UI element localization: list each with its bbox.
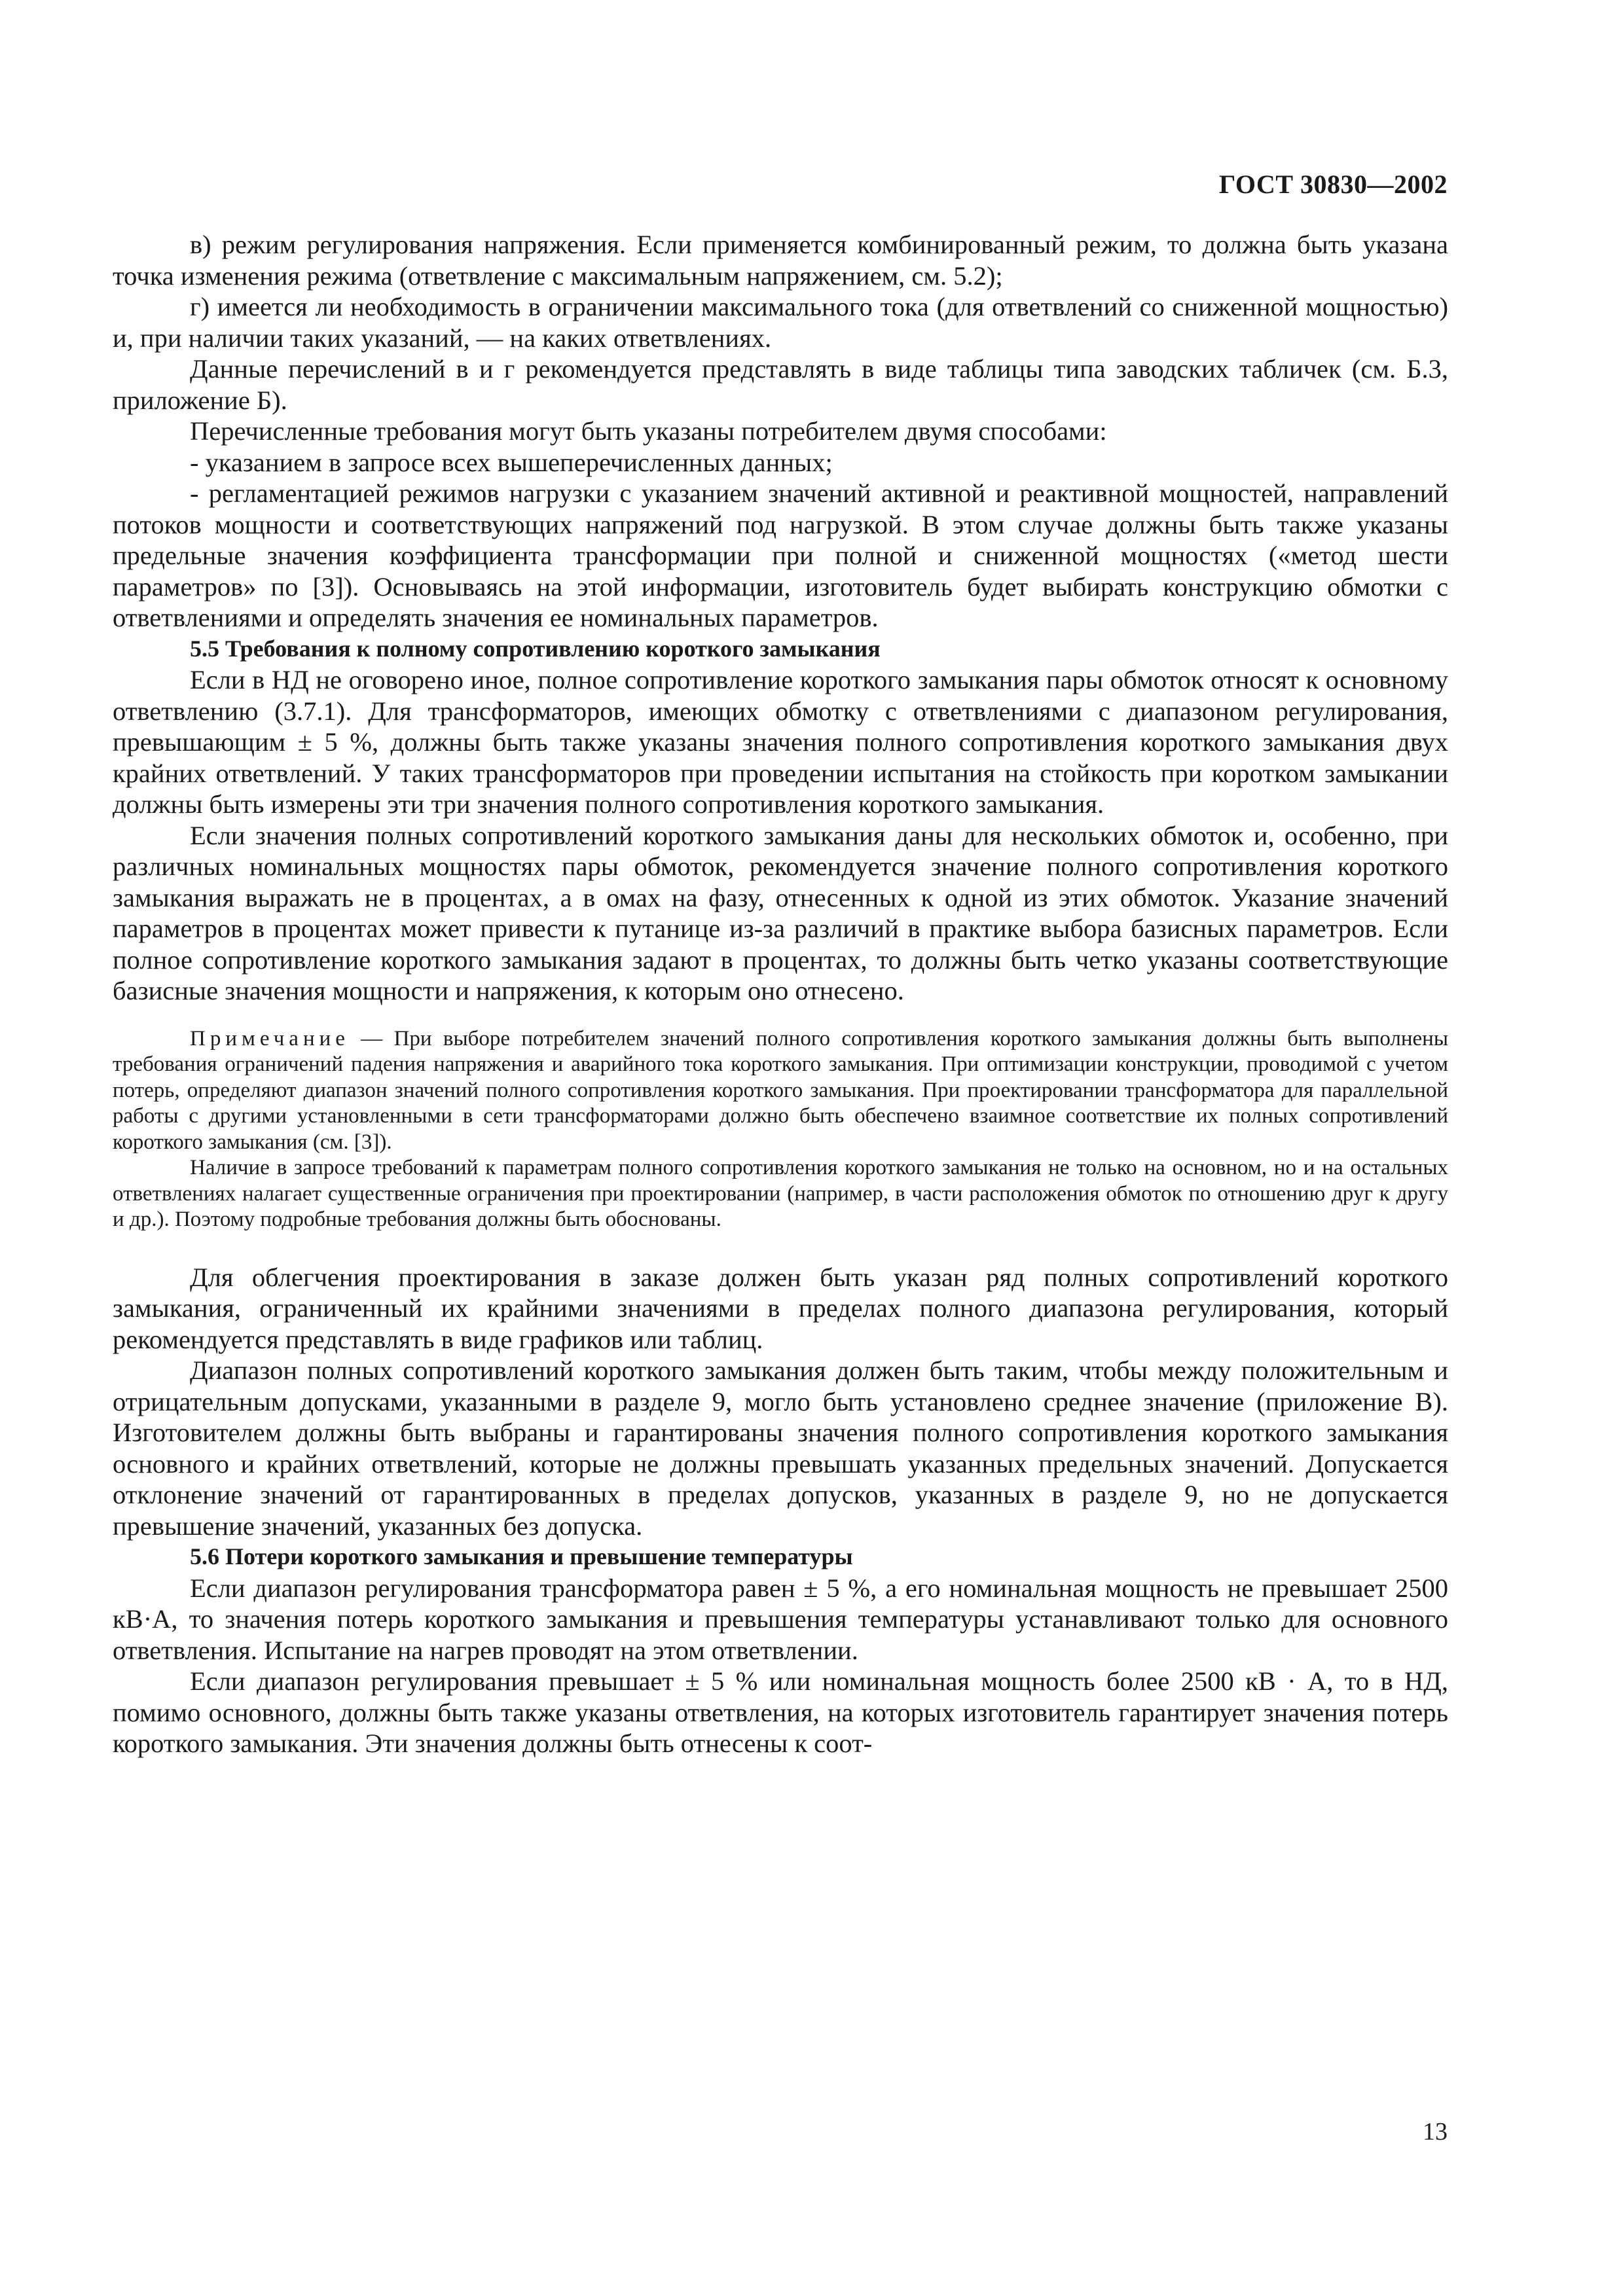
paragraph: Для облегчения проектирования в заказе должен быть указан ряд полных сопротивлений короткого замыкания, ограниченный их крайними значениями в пределах полного диапазона регулирования, который рекомендуется представлять в виде графиков или таблиц. <box>113 1262 1448 1354</box>
note-paragraph <box>113 1026 1448 1156</box>
note-block <box>113 1026 1448 1233</box>
page-number: 13 <box>1423 2118 1448 2145</box>
note-text: — При выборе потребителем значений полного сопротивления короткого замыкания должны быть выполнены требования ограничений падения напряжения и аварийного тока короткого замыкания. При оптимизации конструкции, проводимой с учетом потерь, определяют диапазон значений полного сопротивления короткого замыкания. При проектировании трансформатора для параллельной работы с другими установленными в сети трансформаторами должно быть обеспечено взаимное соответствие их полных сопротивлений короткого замыкания (см. [3]). <box>113 1026 1448 1154</box>
paragraph: Если диапазон регулирования превышает ± 5 % или номинальная мощность более 2500 кВ · А, то в НД, помимо основного, должны быть также указаны ответвления, на которых изготовитель гарантирует значения потерь короткого замыкания. Эти значения должны быть отнесены к соот- <box>113 1666 1448 1758</box>
paragraph: Данные перечислений в и г рекомендуется представлять в виде таблицы типа заводских табличек (см. Б.3, приложение Б). <box>113 354 1448 415</box>
list-item-g: г) имеется ли необходимость в ограничении максимального тока (для ответвлений со сниженной мощностью) и, при наличии таких указаний, — на каких ответвлениях. <box>113 292 1448 353</box>
list-item-v: в) режим регулирования напряжения. Если применяется комбинированный режим, то должна быть указана точка изменения режима (ответвление с максимальным напряжением, см. 5.2); <box>113 230 1448 291</box>
dash-item: - регламентацией режимов нагрузки с указанием значений активной и реактивной мощностей, направлений потоков мощности и соответствующих напряжений под нагрузкой. В этом случае должны быть также указаны предельные значения коэффициента трансформации при полной и сниженной мощностях («метод шести параметров» по [3]). Основываясь на этой информации, изготовитель будет выбирать конструкцию обмотки с ответвлениями и определять значения ее номинальных параметров. <box>113 478 1448 632</box>
page-body <box>113 229 1448 1759</box>
dash-item: - указанием в запросе всех вышеперечисленных данных; <box>190 447 833 477</box>
note-paragraph: Наличие в запросе требований к параметрам полного сопротивления короткого замыкания не только на основном, но и на остальных ответвлениях налагает существенные ограничения при проектировании (например, в части расположения обмоток по отношению друг к другу и др.). Поэтому подробные требования должны быть обоснованы. <box>113 1156 1448 1231</box>
document-header: ГОСТ 30830—2002 <box>1218 170 1448 199</box>
section-heading-5-6: 5.6 Потери короткого замыкания и превышение температуры <box>190 1543 853 1570</box>
paragraph: Диапазон полных сопротивлений короткого замыкания должен быть таким, чтобы между положительным и отрицательным допусками, указанными в разделе 9, могло быть установлено среднее значение (приложение В). Изготовителем должны быть выбраны и гарантированы значения полного сопротивления короткого замыкания основного и крайних ответвлений, которые не должны превышать указанных предельных значений. Допускается отклонение значений от гарантированных в пределах допусков, указанных в разделе 9, но не допускается превышение значений, указанных без допуска. <box>113 1355 1448 1541</box>
paragraph: Если в НД не оговорено иное, полное сопротивление короткого замыкания пары обмоток относят к основному ответвлению (3.7.1). Для трансформаторов, имеющих обмотку с ответвлениями с диапазоном регулирования, превышающим ± 5 %, должны быть также указаны значения полного сопротивления короткого замыкания двух крайних ответвлений. У таких трансформаторов при проведении испытания на стойкость при коротком замыкании должны быть измерены эти три значения полного сопротивления короткого замыкания. <box>113 665 1448 819</box>
paragraph: Если значения полных сопротивлений короткого замыкания даны для нескольких обмоток и, особенно, при различных номинальных мощностях пары обмоток, рекомендуется значение полного сопротивления короткого замыкания выражать не в процентах, а в омах на фазу, отнесенных к одной из этих обмоток. Указание значений параметров в процентах может привести к путанице из-за различий в практике выбора базисных параметров. Если полное сопротивление короткого замыкания задают в процентах, то должны быть четко указаны соответствующие базисные значения мощности и напряжения, к которым оно отнесено. <box>113 820 1448 1005</box>
note-label: Примечание <box>190 1026 350 1050</box>
paragraph: Если диапазон регулирования трансформатора равен ± 5 %, а его номинальная мощность не превышает 2500 кВ·А, то значения потерь короткого замыкания и превышения температуры устанавливают только для основного ответвления. Испытание на нагрев проводят на этом ответвлении. <box>113 1573 1448 1665</box>
section-heading-5-5: 5.5 Требования к полному сопротивлению короткого замыкания <box>190 635 881 662</box>
paragraph: Перечисленные требования могут быть указаны потребителем двумя способами: <box>190 416 1107 446</box>
